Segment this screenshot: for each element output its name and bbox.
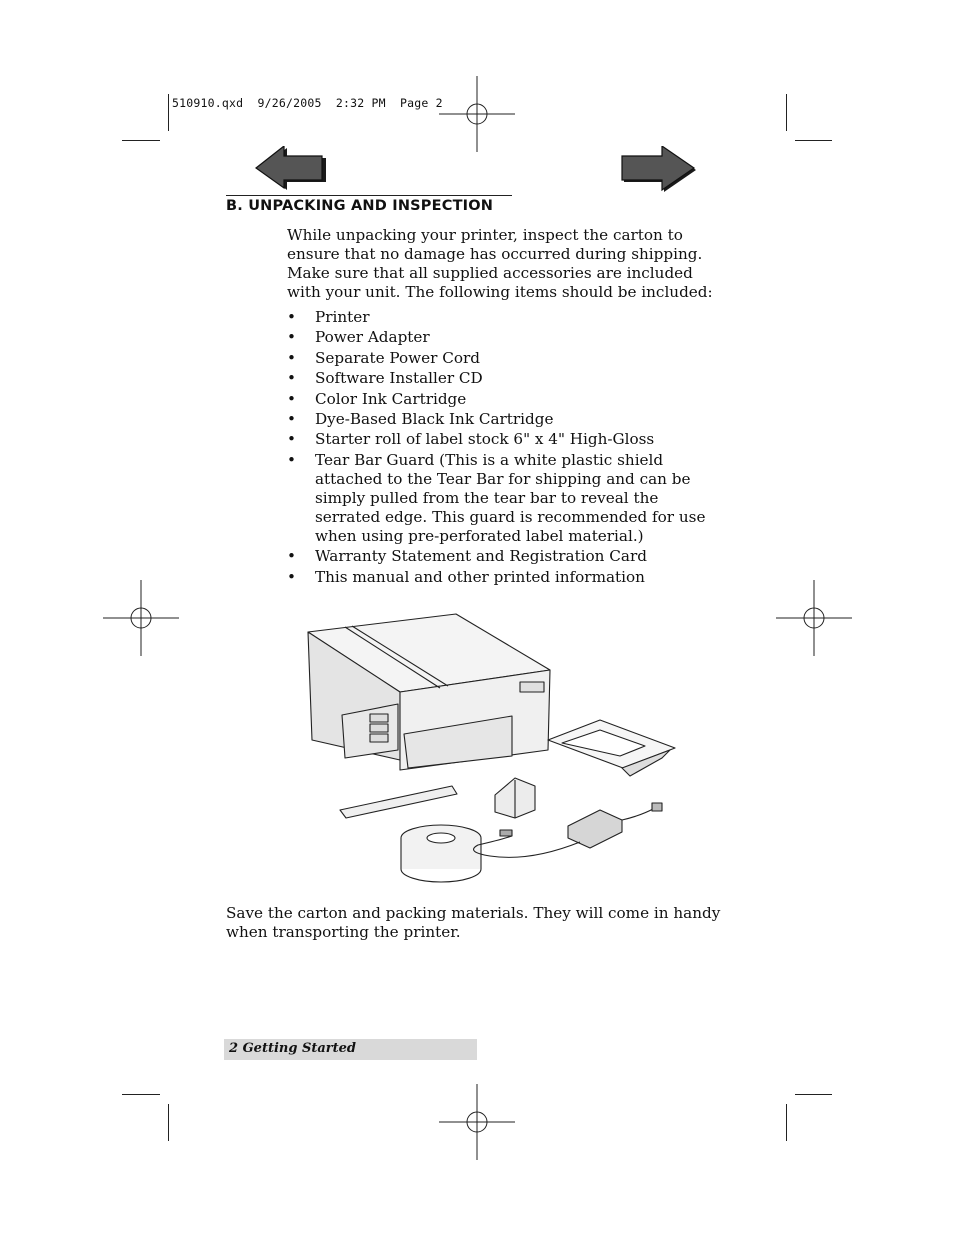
bullet-icon: • [287,450,296,469]
bullet-icon: • [287,409,296,428]
crop-mark [122,1094,160,1095]
bullet-icon: • [287,547,296,566]
intro-paragraph: While unpacking your printer, inspect the carton to ensure that no damage has occurred during shipping. Make sure that all supplied accessories are included with your unit. The following items should be included: [287,226,713,301]
list-item: • Printer [287,308,370,326]
page-footer-label: 2 Getting Started [229,1041,356,1056]
included-items-list [287,308,727,588]
slug-line: 510910.qxd 9/26/2005 2:32 PM Page 2 [172,96,443,110]
crop-mark [168,94,169,131]
crop-mark [786,94,787,131]
list-item: • Power Adapter [287,328,430,347]
registration-mark-icon [439,1084,515,1160]
bullet-icon: • [287,348,296,367]
right-arrow-icon[interactable] [620,146,700,192]
list-item: • Warranty Statement and Registration Card [287,547,647,566]
bullet-icon: • [287,328,296,347]
registration-mark-icon [439,76,515,152]
section-heading: B. UNPACKING AND INSPECTION [226,198,494,214]
crop-mark [795,140,832,141]
crop-mark [795,1094,832,1095]
registration-mark-icon [103,580,179,656]
bullet-icon: • [287,430,296,449]
list-item: • Separate Power Cord [287,348,480,367]
printer-contents-illustration [300,600,690,885]
list-item: • Starter roll of label stock 6" x 4" High-Gloss [287,430,655,449]
crop-mark [122,140,160,141]
list-item: • Software Installer CD [287,369,483,388]
heading-rule [226,195,512,196]
list-item: • Color Ink Cartridge [287,389,467,408]
list-item: • This manual and other printed information [287,567,645,586]
registration-mark-icon [776,580,852,656]
bullet-icon: • [287,389,296,408]
left-arrow-icon[interactable] [254,146,328,192]
bullet-icon: • [287,369,296,388]
list-item: • Tear Bar Guard (This is a white plastic shield attached to the Tear Bar for shipping and can be simply pulled from the tear bar to reveal the serrated edge. This guard is recommended for use when using pre-perforated label material.) [287,450,706,545]
closing-paragraph: Save the carton and packing materials. They will come in handy when transporting the printer. [226,904,721,941]
crop-mark [168,1104,169,1141]
list-item: • Dye-Based Black Ink Cartridge [287,409,554,428]
bullet-icon: • [287,567,296,586]
crop-mark [786,1104,787,1141]
bullet-icon: • [287,308,296,326]
